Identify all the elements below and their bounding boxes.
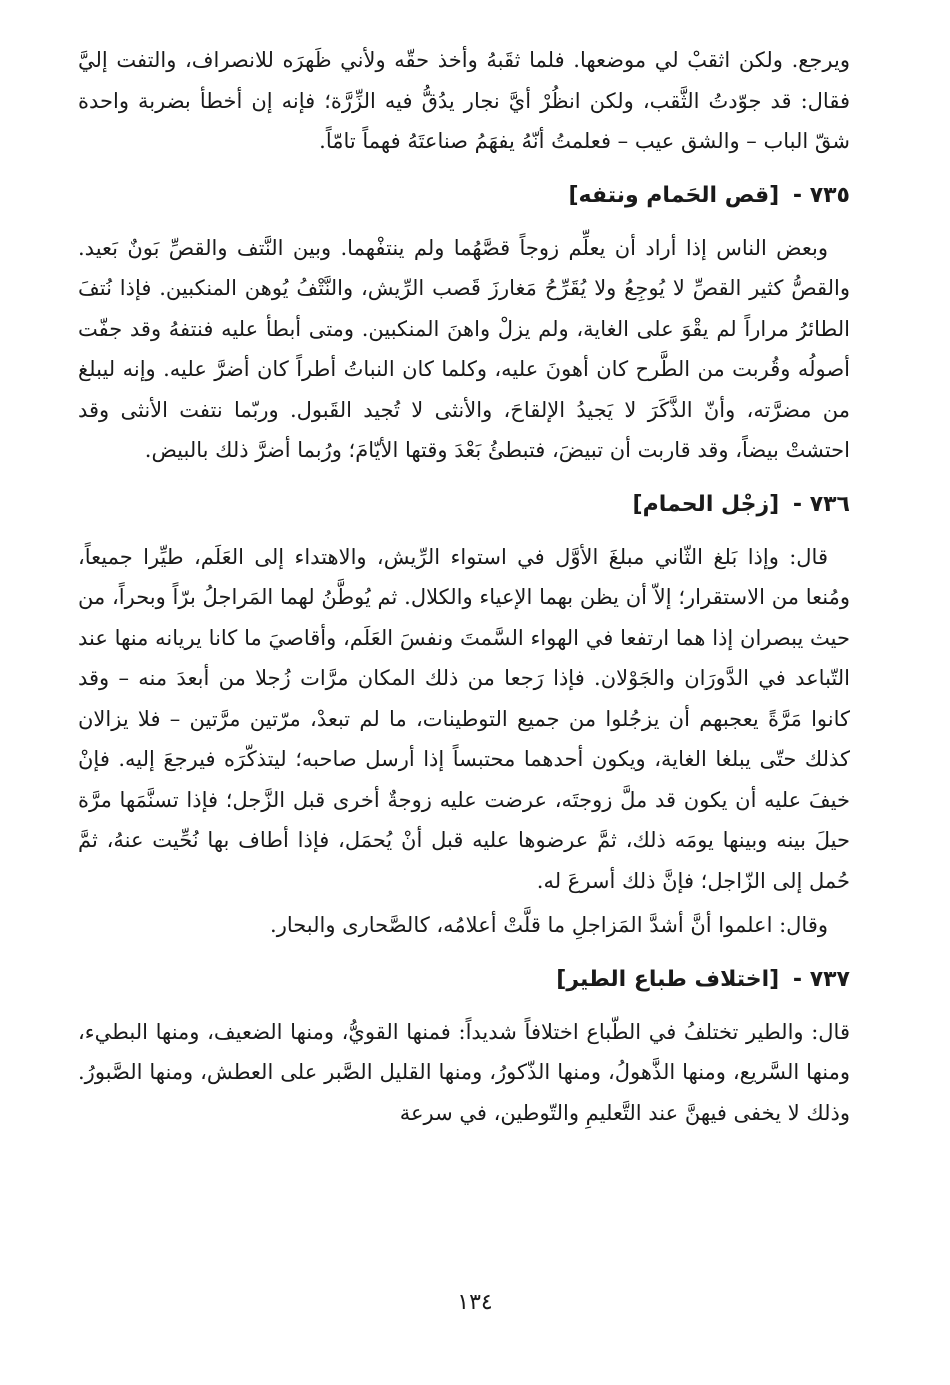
page-number: ١٣٤ bbox=[457, 1290, 493, 1315]
section-736-paragraph-2: وقال: اعلموا أنَّ أشدَّ المَزاجلِ ما قلَّتْ أعلامُه، كالصَّحارى والبحار. bbox=[270, 913, 828, 937]
section-737-paragraph: قال: والطير تختلفُ في الطّباع اختلافاً شديداً: فمنها القويُّ، ومنها الضعيف، ومنها البطيء، ومنها السَّريع، ومنها الذَّهولُ، ومنها الذّكورُ، ومنها القليل الصَّبر على العطش، ومنها الصَّبورُ. وذلك لا يخفى فيهنَّ عند التَّعليمِ والتّوطين، في سرعة bbox=[78, 1019, 850, 1125]
section-heading-736 bbox=[78, 485, 850, 525]
section-title: [اختلاف طباع الطير] bbox=[556, 966, 780, 992]
section-heading-737 bbox=[78, 960, 850, 1000]
opening-paragraph: ويرجع. ولكن اثقبْ لي موضعها. فلما ثقَبهُ وأخذ حقّه ولأني ظَهرَه للانصراف، والتفت إليَّ فقال: قد جوّدتُ الثَّقب، ولكن انظُرْ أيَّ نجار يدُقُّ فيه الزِّرَّة؛ فإنه إن أخطأ بضربة واحدة شقّ الباب – والشق عيب – فعلمتُ أنّهُ يفهَمُ صناعتَهُ فهماً تامّاً. bbox=[78, 48, 850, 153]
section-title: [قص الحَمام ونتفه] bbox=[568, 182, 780, 208]
section-number: ٧٣٧ - bbox=[792, 966, 850, 992]
section-number: ٧٣٥ - bbox=[792, 182, 850, 208]
section-number: ٧٣٦ - bbox=[792, 491, 850, 517]
section-title: [زجْل الحمام] bbox=[632, 491, 780, 517]
section-735-paragraph: وبعض الناس إذا أراد أن يعلِّم زوجاً قصَّهُما ولم ينتفْهما. وبين النَّتف والقصِّ بَونٌ بَعيد. والقصُّ كثير القصِّ لا يُوجِعُ ولا يُقَرِّحُ مَغارزَ قَصب الرِّيش، والنَّتْفُ يُوهن المنكبين. فإذا نُتفَ الطائرُ مراراً لم يقْوَ على الغاية، ولم يزلْ واهنَ المنكبين. ومتى أبطأ عليه فنتفهُ وقد جفّت أصولُه وقُربت من الطَّرح كان أهونَ عليه، وكلما كان النباتُ أطراً كان أضرَّ عليه. وإنه ليبلغ من مضرَّته، وأنّ الذَّكَرَ لا يَجيدُ الإلقاحَ، والأنثى لا تُجيد القَبول. وربّما نتفت الأنثى وقد احتشتْ بيضاً، وقد قاربت أن تبيضَ، فتبطئُ بَعْدَ وقتها الأيّامَ؛ ورُبما أضرَّ ذلك بالبيض. bbox=[78, 235, 850, 462]
section-736-paragraph-1: قال: وإذا بَلغ الثّاني مبلغَ الأوَّل في استواء الرِّيش، والاهتداء إلى العَلَم، طيِّرا جميعاً، ومُنعا من الاستقرار؛ إلاّ أن يظن بهما الإعياء والكلال. ثم يُوطَّنُ لهما المَراجلُ برّاً وبحراً، من حيث يبصران إذا هما ارتفعا في الهواء السَّمتَ ونفسَ العَلَم، وأقاصيَ ما كانا يريانه منها عند التّباعد في الدَّورَان والجَوْلان. فإذا رَجعا من ذلك المكان مرَّات زُجلا من أبعدَ منه – وقد كانوا مَرَّةً يعجبهم أن يزجُلوا من جميع التوطينات، ما لم تبعدْ، مرّتين مرَّتين – فلا يزالان كذلك حتّى يبلغا الغاية، ويكون أحدهما محتبساً إذا أرسل صاحبه؛ ليتذكّرَه فيرجعَ إليه. فإنْ خيفَ عليه أن يكون قد ملَّ زوجتَه، عرضت عليه زوجةٌ أخرى قبل الزَّجل؛ فإذا تسنَّمَها مرَّة حيلَ بينه وبينها يومَه ذلك، ثمَّ عرضوها عليه قبل أنْ يُحمَل، فإذا أطاف بها نُحِّيت عنهُ، ثمَّ حُمل إلى الزّاجل؛ فإنَّ ذلك أسرعَ له. bbox=[78, 544, 850, 893]
document-page bbox=[78, 40, 850, 1133]
section-heading-735 bbox=[78, 176, 850, 216]
